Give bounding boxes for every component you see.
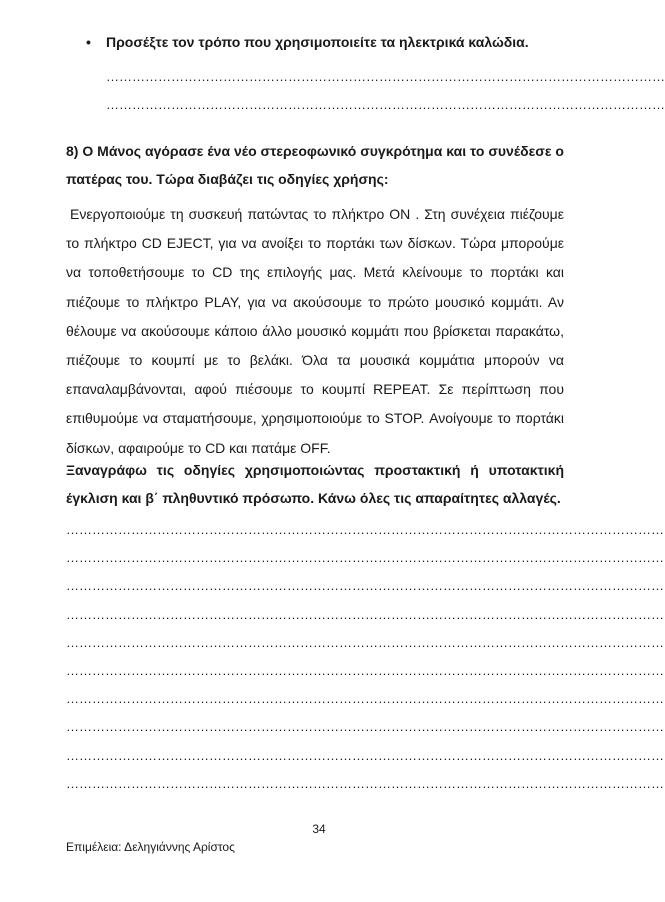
dotted-answer-line: …………………………………………………………………………………………………………………: [106, 97, 665, 112]
instructions-paragraph: Ενεργοποιούμε τη συσκευή πατώντας το πλήκτρο ON . Στη συνέχεια πιέζουμε το πλήκτρο CD EJECT, για να ανοίξει το πορτάκι των δίσκων. Τώρα μπορούμε να τοποθετήσουμε το CD της επιλογής μας. Μετά κλείνουμε το πορτάκι και πιέζουμε το πλήκτρο PLAY, για να ακούσουμε το πρώτο μουσικό κομμάτι. Αν θέλουμε να ακούσουμε κάποιο άλλο μουσικό κομμάτι που βρίσκεται παρακάτω, πιέζουμε το κουμπί με το βελάκι. Όλα τα μουσικά κομμάτια μπορούν να επαναλαμβάνονται, αφού πιέσουμε το κουμπί REPEAT. Σε περίπτωση που επιθυμούμε να σταματήσουμε, χρησιμοποιούμε το STOP. Ανοίγουμε το πορτάκι δίσκων, αφαιρούμε το CD και πατάμε OFF.: [66, 206, 564, 456]
answer-lines: [66, 522, 664, 804]
task-prompt: Ξαναγράφω τις οδηγίες χρησιμοποιώντας προστακτική ή υποτακτική έγκλιση και β΄ πληθυντικό πρόσωπο. Κάνω όλες τις απαραίτητες αλλαγές.: [66, 462, 564, 506]
dotted-answer-line: …………………………………………………………………………………………………………………………: [66, 775, 664, 791]
dotted-answer-line: …………………………………………………………………………………………………………………………: [66, 662, 664, 678]
dotted-answer-line: …………………………………………………………………………………………………………………………: [66, 522, 664, 537]
dotted-answer-line: …………………………………………………………………………………………………………………………: [66, 691, 664, 707]
dotted-answer-line: …………………………………………………………………………………………………………………………: [66, 719, 664, 735]
dotted-answer-line: …………………………………………………………………………………………………………………………: [66, 606, 664, 622]
dotted-answer-line: …………………………………………………………………………………………………………………………: [66, 634, 664, 650]
dotted-answer-line: …………………………………………………………………………………………………………………: [106, 69, 665, 84]
dotted-answer-line: …………………………………………………………………………………………………………………………: [66, 747, 664, 763]
page-number: 34: [312, 822, 326, 836]
author-credit: Επιμέλεια: Δεληγιάννης Αρίστος: [66, 840, 235, 854]
bullet-item: [86, 34, 529, 50]
dotted-answer-line: …………………………………………………………………………………………………………………………: [66, 550, 664, 566]
question-8-heading: 8) Ο Μάνος αγόρασε ένα νέο στερεοφωνικό συγκρότημα και το συνέδεσε ο πατέρας του. Τώρα διαβάζει τις οδηγίες χρήσης:: [66, 143, 564, 187]
dotted-answer-line: …………………………………………………………………………………………………………………………: [66, 578, 664, 594]
bullet-text: Προσέξτε τον τρόπο που χρησιμοποιείτε τα ηλεκτρικά καλώδια.: [106, 34, 529, 50]
bullet-icon: •: [86, 34, 91, 50]
